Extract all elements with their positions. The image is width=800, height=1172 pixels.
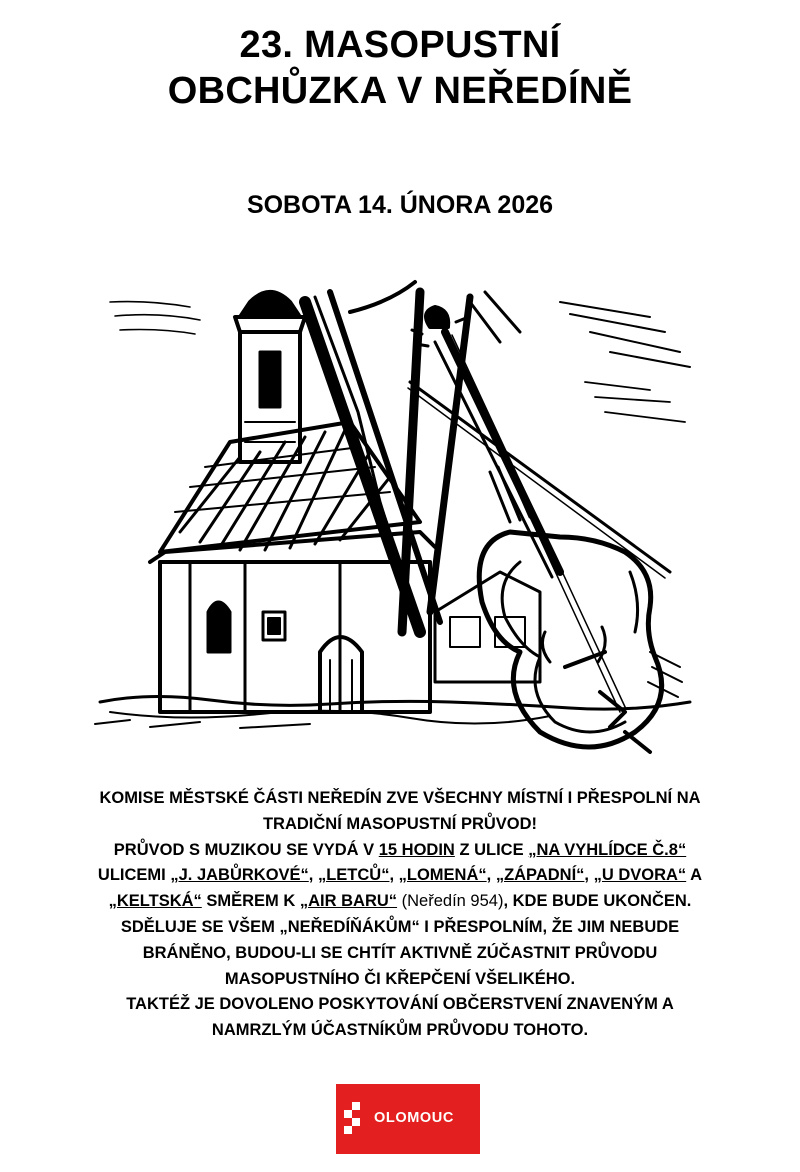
street-name: „J. JABŮRKOVÉ“: [170, 866, 309, 885]
olomouc-logo: [336, 1084, 480, 1154]
start-street: „NA VYHLÍDCE Č.8“: [528, 840, 687, 859]
street-name: „KELTSKÁ“: [108, 892, 202, 911]
invitation-text: [40, 786, 760, 1044]
text-fragment: ULICEMI: [97, 866, 171, 885]
text-fragment: A: [686, 866, 703, 885]
separator: ,: [308, 866, 318, 885]
text-fragment: SMĚREM K: [201, 892, 300, 911]
invitation-line-6: SDĚLUJE SE VŠEM „NEŘEDÍŇÁKŮM“ I PŘESPOLNÍM, ŽE JIM NEBUDE: [120, 917, 680, 936]
logo-square: [344, 1110, 352, 1118]
invitation-line-1: KOMISE MĚSTSKÉ ČÁSTI NEŘEDÍN ZVE VŠECHNY MÍSTNÍ I PŘESPOLNÍ NA: [99, 789, 701, 807]
street-name: „LETCŮ“: [317, 866, 390, 885]
invitation-line-8: MASOPUSTNÍHO ČI KŘEPČENÍ VŠELIKÉHO.: [224, 969, 576, 988]
title-line-1: 23. MASOPUSTNÍ: [239, 24, 561, 66]
logo-square: [344, 1126, 352, 1134]
invitation-line-7: BRÁNĚNO, BUDOU-LI SE CHTÍT AKTIVNĚ ZÚČASTNIT PRŮVODU: [142, 943, 658, 962]
logo-square: [352, 1118, 360, 1126]
invitation-line-10: NAMRZLÝM ÚČASTNÍKŮM PRŮVODU TOHOTO.: [211, 1021, 589, 1040]
logo-text: OLOMOUC: [374, 1110, 454, 1126]
invitation-line-4: [40, 863, 760, 889]
street-name: „U DVORA“: [593, 866, 687, 885]
separator: ,: [486, 866, 496, 885]
separator: ,: [584, 866, 594, 885]
invitation-line-9: TAKTÉŽ JE DOVOLENO POSKYTOVÁNÍ OBČERSTVENÍ ZNAVENÝM A: [126, 995, 674, 1014]
destination-name: „AIR BARU“: [299, 892, 398, 911]
event-date: SOBOTA 14. ÚNORA 2026: [246, 191, 554, 219]
poster-title: [0, 22, 800, 114]
street-name: „ZÁPADNÍ“: [495, 866, 585, 885]
destination-address: (Neředín 954): [397, 892, 504, 911]
logo-square: [352, 1102, 360, 1110]
invitation-line-5: [40, 889, 760, 915]
text-fragment: Z ULICE: [454, 840, 529, 859]
start-time: 15 HODIN: [378, 840, 455, 859]
street-name: „LOMENÁ“: [398, 866, 487, 885]
title-line-2: OBCHŮZKA V NEŘEDÍNĚ: [167, 70, 633, 112]
invitation-line-3: [40, 838, 760, 864]
invitation-line-2: TRADIČNÍ MASOPUSTNÍ PRŮVOD!: [262, 814, 538, 833]
text-fragment: PRŮVOD S MUZIKOU SE VYDÁ V: [113, 840, 379, 859]
chapel-with-double-bass-sketch-icon: [90, 272, 710, 764]
text-fragment: , KDE BUDE UKONČEN.: [503, 892, 692, 911]
separator: ,: [389, 866, 399, 885]
